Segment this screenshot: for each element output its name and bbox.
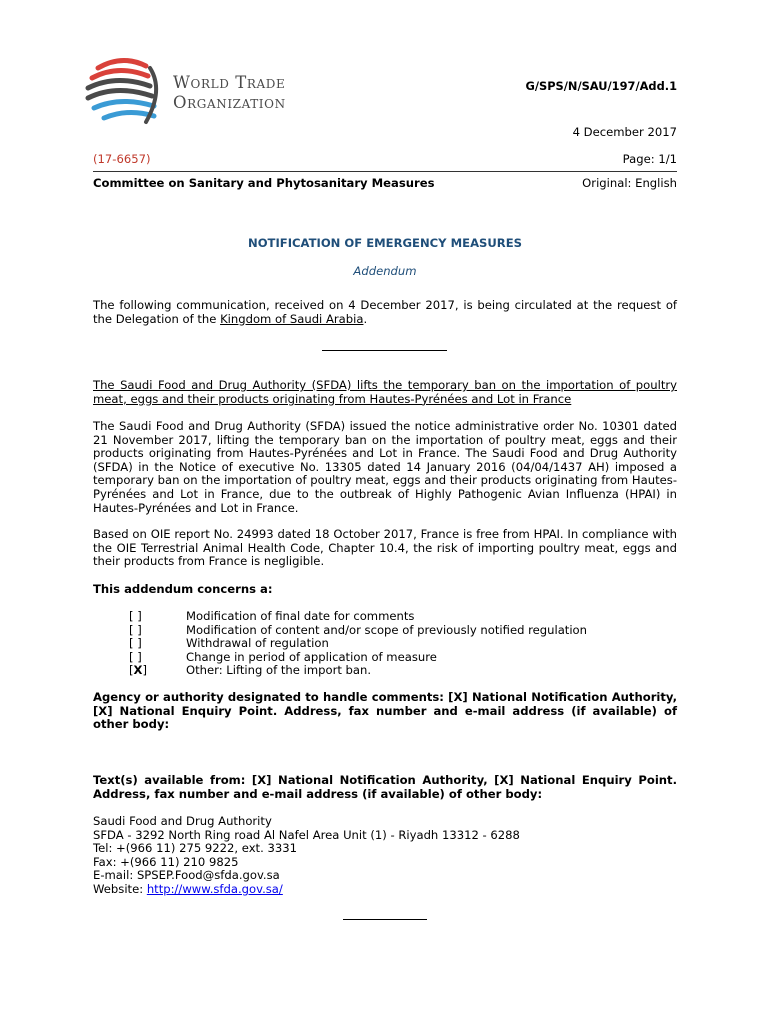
body-paragraph-1: The Saudi Food and Drug Authority (SFDA) issued the notice administrative order No. 10301 dated 21 November 2017, lifting the temporary ban on the importation of poultry meat, eggs and their products originating from Hautes-Pyrénées and Lot in France. The Saudi Food and Drug Authority (SFDA) in the Notice of executive No. 13305 dated 14 January 2016 (04/04/1437 AH) imposed a temporary ban on the importation of poultry meat, eggs and their products originating from Hautes-Pyrénées and Lot in France, due to the outbreak of Highly Pathogenic Avian Influenza (HPAI) in Hautes-Pyrénées and Lot in France. — [93, 419, 677, 515]
texts-available-section: Text(s) available from: [X] National Notification Authority, [X] National Enquiry Point. Address, fax number and e-mail address (if available) of other body: — [93, 773, 677, 801]
concerns-label: This addendum concerns a: — [93, 582, 273, 596]
list-item: [ ] Modification of content and/or scope of previously notified regulation — [129, 622, 588, 637]
page-indicator: Page: 1/1 — [622, 152, 677, 166]
checkbox-checked: [X] — [129, 663, 148, 677]
page-title: NOTIFICATION OF EMERGENCY MEASURES — [248, 236, 522, 250]
checkbox: [ ] — [129, 622, 142, 637]
contact-fax: Fax: +(966 11) 210 9825 — [93, 854, 239, 869]
original-language: Original: English — [582, 176, 677, 190]
list-item: [ ] Change in period of application of measure — [129, 649, 437, 664]
page-subtitle: Addendum — [353, 264, 417, 278]
checkbox: [ ] — [129, 649, 142, 664]
wto-emblem-icon — [84, 56, 168, 128]
wto-logo — [84, 56, 168, 128]
contact-org: Saudi Food and Drug Authority — [93, 814, 272, 828]
website-link[interactable]: http://www.sfda.gov.sa/ — [146, 881, 283, 896]
end-divider — [343, 919, 427, 920]
agency-section: Agency or authority designated to handle comments: [X] National Notification Authority, [X] National Enquiry Point. Address, fax number and e-mail address (if available) of other body: — [93, 690, 677, 732]
contact-address: SFDA - 3292 North Ring road Al Nafel Area Unit (1) - Riyadh 13312 - 6288 — [93, 827, 520, 842]
contact-website: Website: http://www.sfda.gov.sa/ — [93, 881, 283, 896]
body-paragraph-2: Based on OIE report No. 24993 dated 18 October 2017, France is free from HPAI. In compliance with the OIE Terrestrial Animal Health Code, Chapter 10.4, the risk of importing poultry meat, eggs and their products from France is negligible. — [93, 527, 677, 569]
country-name: Kingdom of Saudi Arabia — [220, 311, 364, 326]
checkbox: [ ] — [129, 609, 142, 623]
list-item: [X] Other: Lifting of the import ban. — [129, 663, 372, 677]
logo-name-line1: World Trade — [173, 73, 286, 92]
document-number: (17-6657) — [93, 152, 151, 166]
list-item: [ ] Modification of final date for comments — [129, 609, 415, 623]
section-divider — [322, 350, 447, 351]
document-reference: G/SPS/N/SAU/197/Add.1 — [525, 79, 677, 93]
logo-name-line2: Organization — [173, 93, 286, 112]
concerns-list — [129, 610, 587, 678]
intro-paragraph: The following communication, received on 4 December 2017, is being circulated at the request of the Delegation of the Kingdom of Saudi Arabia. — [93, 298, 677, 326]
contact-tel: Tel: +(966 11) 275 9222, ext. 3331 — [93, 841, 297, 856]
document-date: 4 December 2017 — [572, 125, 677, 139]
list-item: [ ] Withdrawal of regulation — [129, 636, 329, 650]
header-divider — [93, 171, 677, 172]
committee-name: Committee on Sanitary and Phytosanitary Measures — [93, 176, 435, 190]
checkbox: [ ] — [129, 636, 142, 650]
notification-heading: The Saudi Food and Drug Authority (SFDA) lifts the temporary ban on the importation of poultry meat, eggs and their products originating from Hautes-Pyrénées and Lot in France — [93, 378, 677, 406]
contact-email: E-mail: SPSEP.Food@sfda.gov.sa — [93, 868, 280, 883]
contact-block — [93, 815, 520, 897]
